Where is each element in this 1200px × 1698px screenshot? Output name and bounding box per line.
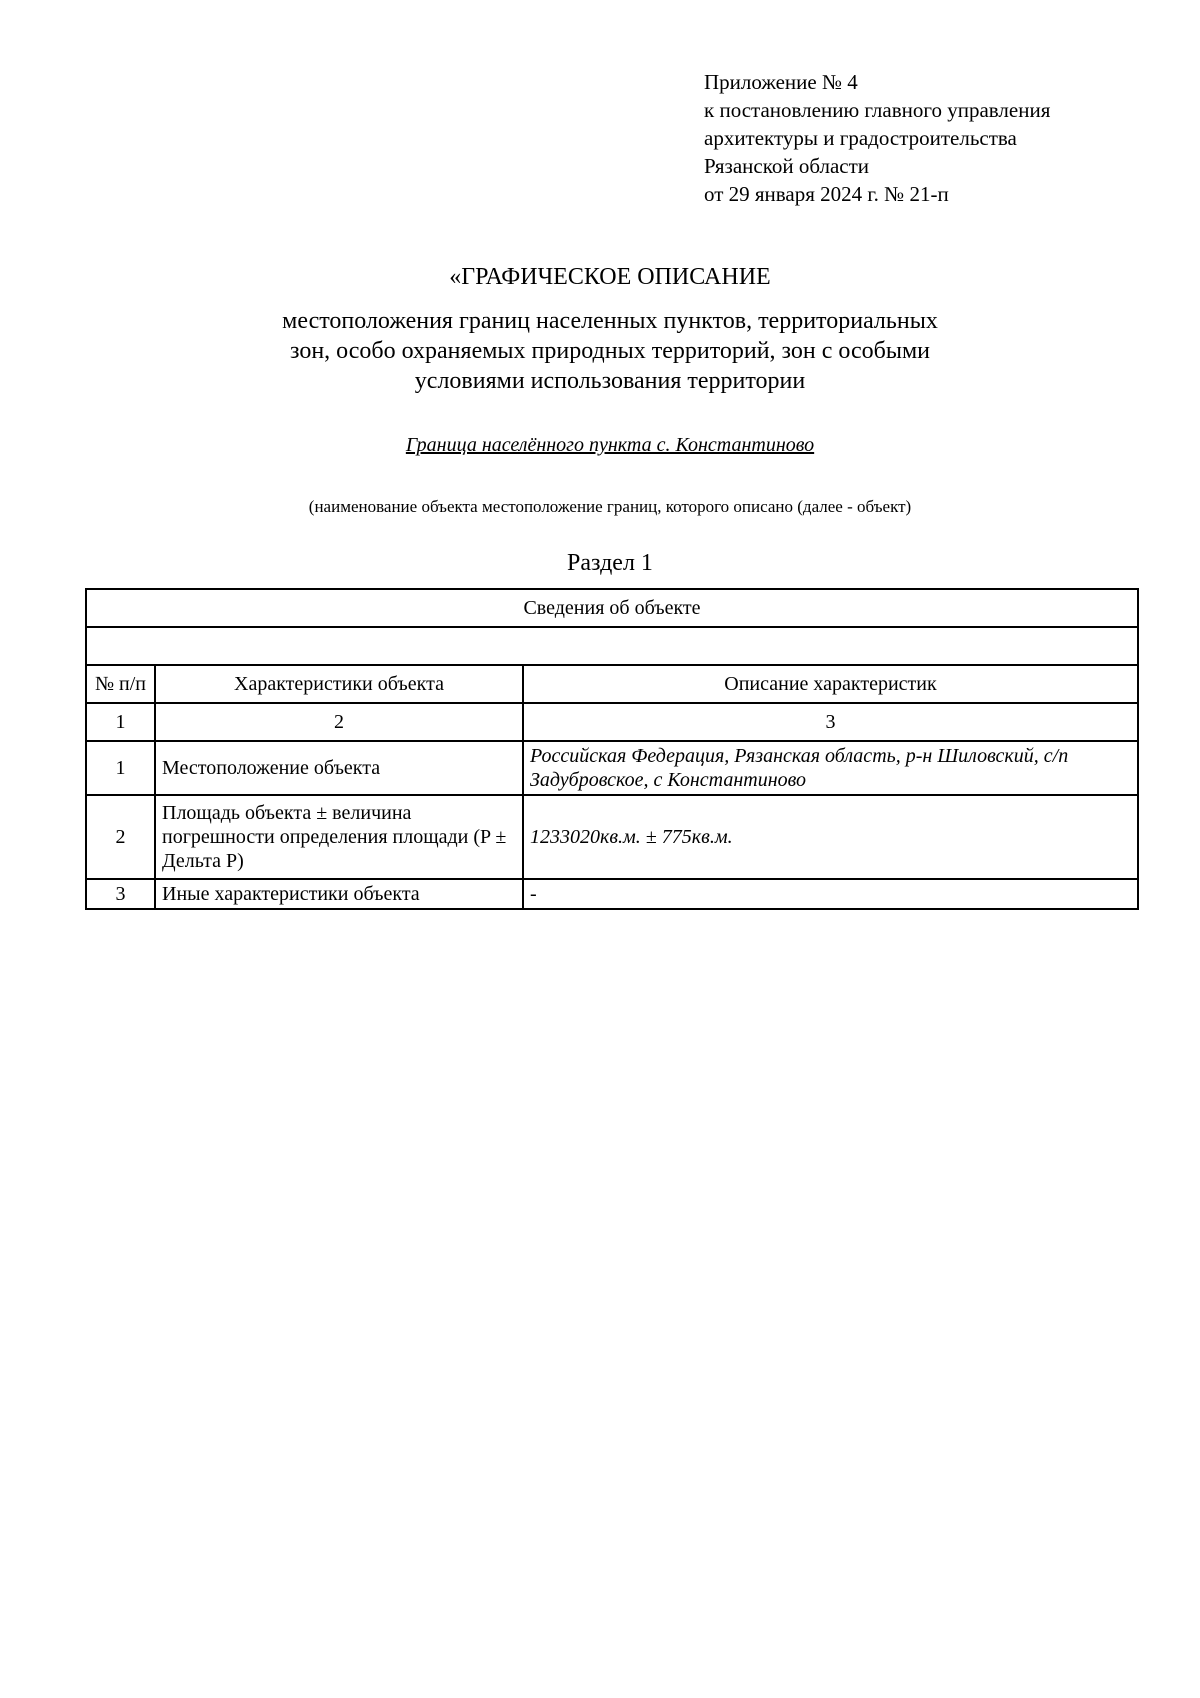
table-row	[86, 741, 1138, 795]
section-title: Раздел 1	[567, 550, 653, 576]
object-name	[100, 432, 1120, 458]
table-row	[86, 795, 1138, 879]
document-subtitle	[180, 306, 1040, 396]
appendix-header	[704, 68, 1144, 208]
row-characteristic: Иные характеристики объекта	[155, 879, 523, 909]
appendix-line: архитектуры и градостроительства	[704, 126, 1017, 150]
object-info-table	[85, 588, 1139, 910]
column-number-row	[86, 703, 1138, 741]
row-description: 1233020кв.м. ± 775кв.м.	[523, 795, 1138, 879]
subtitle-line: зон, особо охраняемых природных территорий, зон с особыми	[289, 338, 931, 364]
object-name-text: Граница населённого пункта с. Константиново	[405, 434, 815, 456]
row-characteristic: Площадь объекта ± величина погрешности определения площади (P ± Дельта P)	[155, 795, 523, 879]
document-title: «ГРАФИЧЕСКОЕ ОПИСАНИЕ	[449, 264, 771, 290]
table-empty-row	[86, 627, 1138, 665]
appendix-line: от 29 января 2024 г. № 21-п	[704, 182, 949, 206]
header-cell-description: Описание характеристик	[523, 665, 1138, 703]
table-row	[86, 879, 1138, 909]
subtitle-line: местоположения границ населенных пунктов, территориальных	[282, 308, 938, 334]
row-description: -	[523, 879, 1138, 909]
row-number: 2	[86, 795, 155, 879]
row-number: 3	[86, 879, 155, 909]
row-number: 1	[86, 741, 155, 795]
appendix-line: Рязанской области	[704, 154, 870, 178]
header-cell-number: № п/п	[86, 665, 155, 703]
table-title-row	[86, 589, 1138, 627]
column-number-cell: 2	[155, 703, 523, 741]
row-description: Российская Федерация, Рязанская область, р-н Шиловский, с/п Задубровское, с Константиново	[523, 741, 1138, 795]
row-characteristic: Местоположение объекта	[155, 741, 523, 795]
subtitle-line: условиями использования территории	[414, 368, 806, 394]
object-caption: (наименование объекта местоположение границ, которого описано (далее - объект)	[308, 497, 912, 516]
header-cell-characteristic: Характеристики объекта	[155, 665, 523, 703]
table-title: Сведения об объекте	[86, 589, 1138, 627]
column-number-cell: 1	[86, 703, 155, 741]
appendix-line: Приложение № 4	[704, 70, 858, 94]
column-number-cell: 3	[523, 703, 1138, 741]
table-empty-cell	[86, 627, 1138, 665]
appendix-line: к постановлению главного управления	[704, 98, 1051, 122]
table-header-row	[86, 665, 1138, 703]
